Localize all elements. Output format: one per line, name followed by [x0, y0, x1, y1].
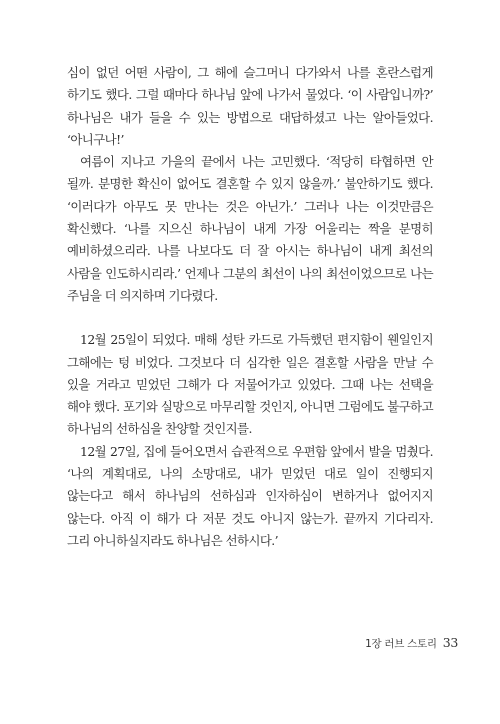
page-body	[67, 62, 433, 552]
chapter-title: 1장 러브 스토리	[365, 638, 437, 650]
paragraph-gap	[67, 307, 433, 329]
paragraph-3: 12월 25일이 되었다. 매해 성탄 카드로 가득했던 편지함이 웬일인지 그해에는 텅 비었다. 그것보다 더 심각한 일은 결혼할 사람을 만날 수 있을 거라고 믿었던 그해가 다 저물어가고 있었다. 그때 나는 선택을 해야 했다. 포기와 실망으로 마무리할 것인지, 아니면 그럼에도 불구하고 하나님의 선하심을 찬양할 것인지를.	[67, 332, 433, 437]
page-number: 33	[442, 635, 458, 650]
paragraph-1: 심이 없던 어떤 사람이, 그 해에 슬그머니 다가와서 나를 혼란스럽게 하기도 했다. 그럴 때마다 하나님 앞에 나가서 물었다. ‘이 사람입니까?’ 하나님은 내가 들을 수 있는 방법으로 대답하셨고 나는 알아들었다. ‘아니구나!’	[67, 65, 433, 147]
page-footer	[365, 635, 458, 651]
paragraph-2: 여름이 지나고 가을의 끝에서 나는 고민했다. ‘적당히 타협하면 안 될까. 분명한 확신이 없어도 결혼할 수 있지 않을까.’ 불안하기도 했다. ‘이러다가 아무도 못 만나는 것은 아닌가.’ 그러나 나는 이것만큼은 확신했다. ‘나를 지으신 하나님이 내게 가장 어울리는 짝을 분명히 예비하셨으리라. 나를 나보다도 더 잘 아시는 하나님이 내게 최선의 사람을 인도하시리라.’ 언제나 그분의 최선이 나의 최선이었으므로 나는 주님을 더 의지하며 기다렸다.	[67, 154, 433, 303]
paragraph-4: 12월 27일, 집에 들어오면서 습관적으로 우편함 앞에서 발을 멈췄다. ‘나의 계획대로, 나의 소망대로, 내가 믿었던 대로 일이 진행되지 않는다고 해서 하나님의 선하심과 인자하심이 변하거나 없어지지 않는다. 아직 이 해가 다 저문 것도 아니지 않는가. 끝까지 기다리자. 그리 아니하실지라도 하나님은 선하시다.’	[67, 443, 433, 548]
